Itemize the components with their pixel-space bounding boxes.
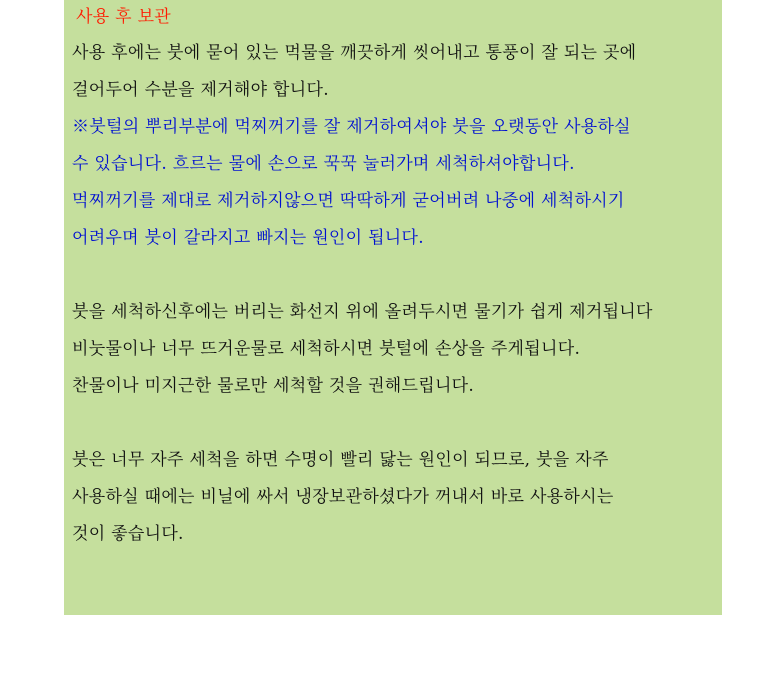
- paragraph-line: 사용 후에는 붓에 묻어 있는 먹물을 깨끗하게 씻어내고 통풍이 잘 되는 곳에: [72, 43, 637, 63]
- notice-line: ※붓털의 뿌리부분에 먹찌꺼기를 잘 제거하여셔야 붓을 오랫동안 사용하실: [72, 117, 631, 137]
- paragraph-line: 것이 좋습니다.: [72, 524, 184, 544]
- notice-line: 어려우며 붓이 갈라지고 빠지는 원인이 됩니다.: [72, 228, 424, 248]
- paragraph-line: 걸어두어 수분을 제거해야 합니다.: [72, 80, 329, 100]
- paragraph-line: 비눗물이나 너무 뜨거운물로 세척하시면 붓털에 손상을 주게됩니다.: [72, 339, 581, 359]
- paragraph-line: 붓은 너무 자주 세척을 하면 수명이 빨리 닳는 원인이 되므로, 붓을 자주: [72, 450, 609, 470]
- paragraph-line: 사용하실 때에는 비닐에 싸서 냉장보관하셨다가 꺼내서 바로 사용하시는: [72, 487, 614, 507]
- section-heading: 사용 후 보관: [76, 7, 172, 27]
- notice-line: 수 있습니다. 흐르는 물에 손으로 꾹꾹 눌러가며 세척하셔야합니다.: [72, 154, 575, 174]
- notice-line: 먹찌꺼기를 제대로 제거하지않으면 딱딱하게 굳어버려 나중에 세척하시기: [72, 191, 625, 211]
- paragraph-line: 찬물이나 미지근한 물로만 세척할 것을 권해드립니다.: [72, 376, 475, 396]
- paragraph-line: 붓을 세척하신후에는 버리는 화선지 위에 올려두시면 물기가 쉽게 제거됩니다: [72, 302, 653, 322]
